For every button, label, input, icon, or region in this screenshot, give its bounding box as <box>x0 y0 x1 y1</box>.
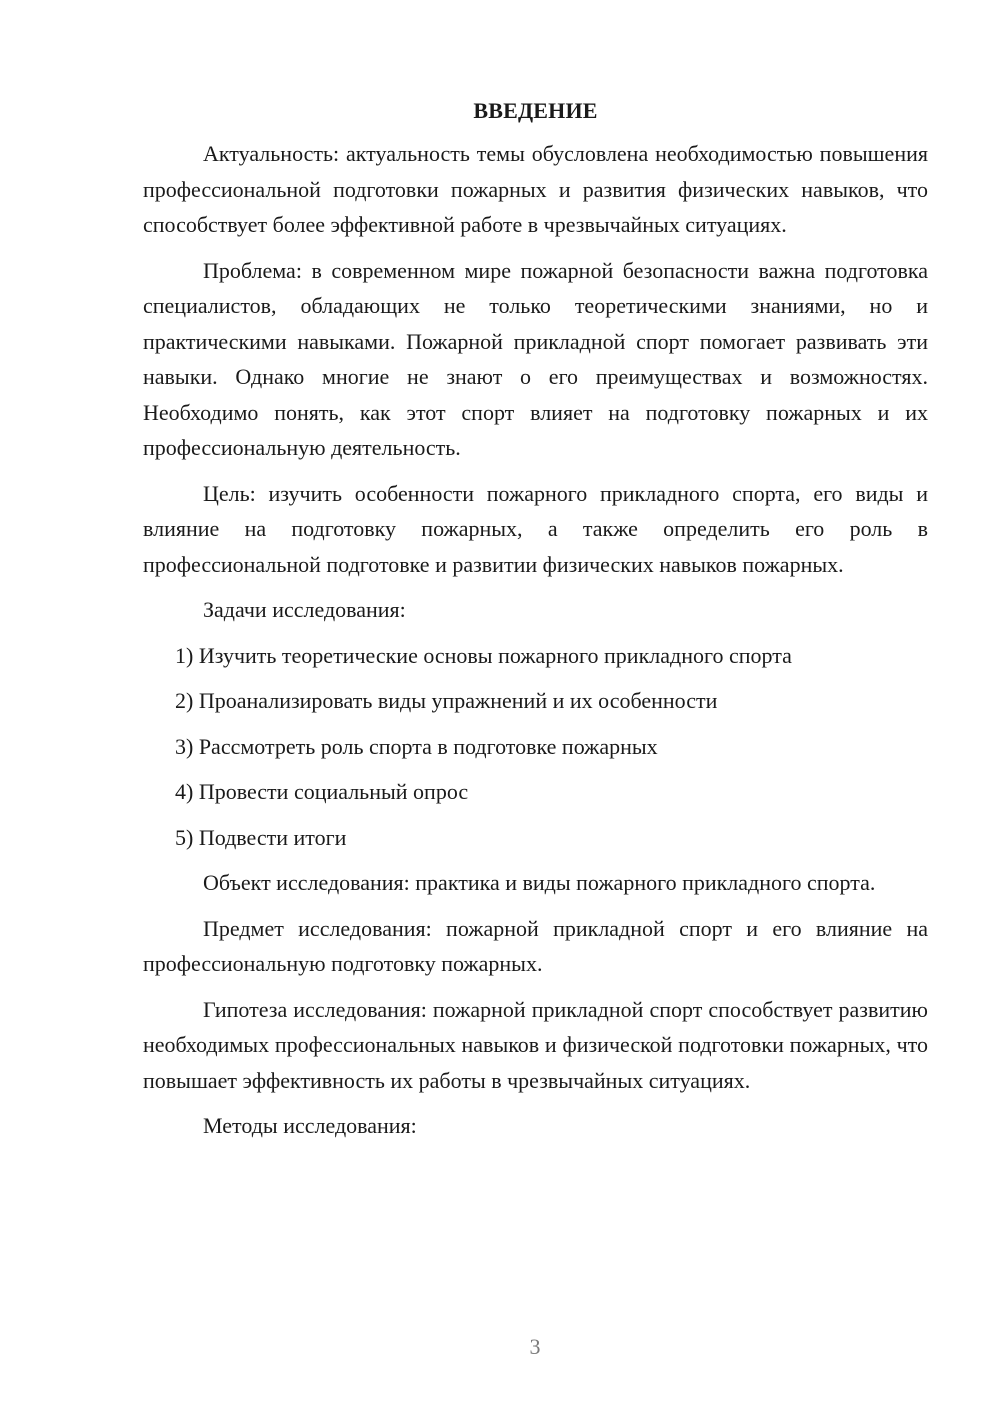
section-title: ВВЕДЕНИЕ <box>473 98 598 123</box>
paragraph-problem: Проблема: в современном мире пожарной безопасности важна подготовка специалистов, обладающих не только теоретическими знаниями, но и практическими навыками. Пожарной прикладной спорт помогает развивать эти навыки. Однако многие не знают о его преимуществах и возможностях. Необходимо понять, как этот спорт влияет на подготовку пожарных и их профессиональную деятельность. <box>143 257 928 460</box>
methods-heading: Методы исследования: <box>203 1113 417 1138</box>
page-number: 3 <box>529 1334 541 1359</box>
paragraph-hypothesis: Гипотеза исследования: пожарной прикладной спорт способствует развитию необходимых профессиональных навыков и физической подготовки пожарных, что повышает эффективность их работы в чрезвычайных ситуациях. <box>143 996 928 1093</box>
paragraph-subject: Предмет исследования: пожарной прикладной спорт и его влияние на профессиональную подготовку пожарных. <box>143 915 928 976</box>
task-item: 3) Рассмотреть роль спорта в подготовке пожарных <box>175 733 658 759</box>
paragraph-relevance: Актуальность: актуальность темы обусловлена необходимостью повышения профессиональной подготовки пожарных и развития физических навыков, что способствует более эффективной работе в чрезвычайных ситуациях. <box>143 141 928 237</box>
paragraph-goal: Цель: изучить особенности пожарного прикладного спорта, его виды и влияние на подготовку пожарных, а также определить его роль в профессиональной подготовке и развитии физических навыков пожарных. <box>143 480 928 577</box>
task-item: 4) Провести социальный опрос <box>175 779 469 804</box>
tasks-list <box>143 638 928 856</box>
page-content <box>143 96 928 1154</box>
task-item: 5) Подвести итоги <box>175 824 347 850</box>
tasks-heading: Задачи исследования: <box>203 597 406 622</box>
paragraph-object: Объект исследования: практика и виды пожарного прикладного спорта. <box>203 870 876 895</box>
task-item: 2) Проанализировать виды упражнений и их особенности <box>175 688 718 713</box>
task-item: 1) Изучить теоретические основы пожарного прикладного спорта <box>175 642 792 668</box>
